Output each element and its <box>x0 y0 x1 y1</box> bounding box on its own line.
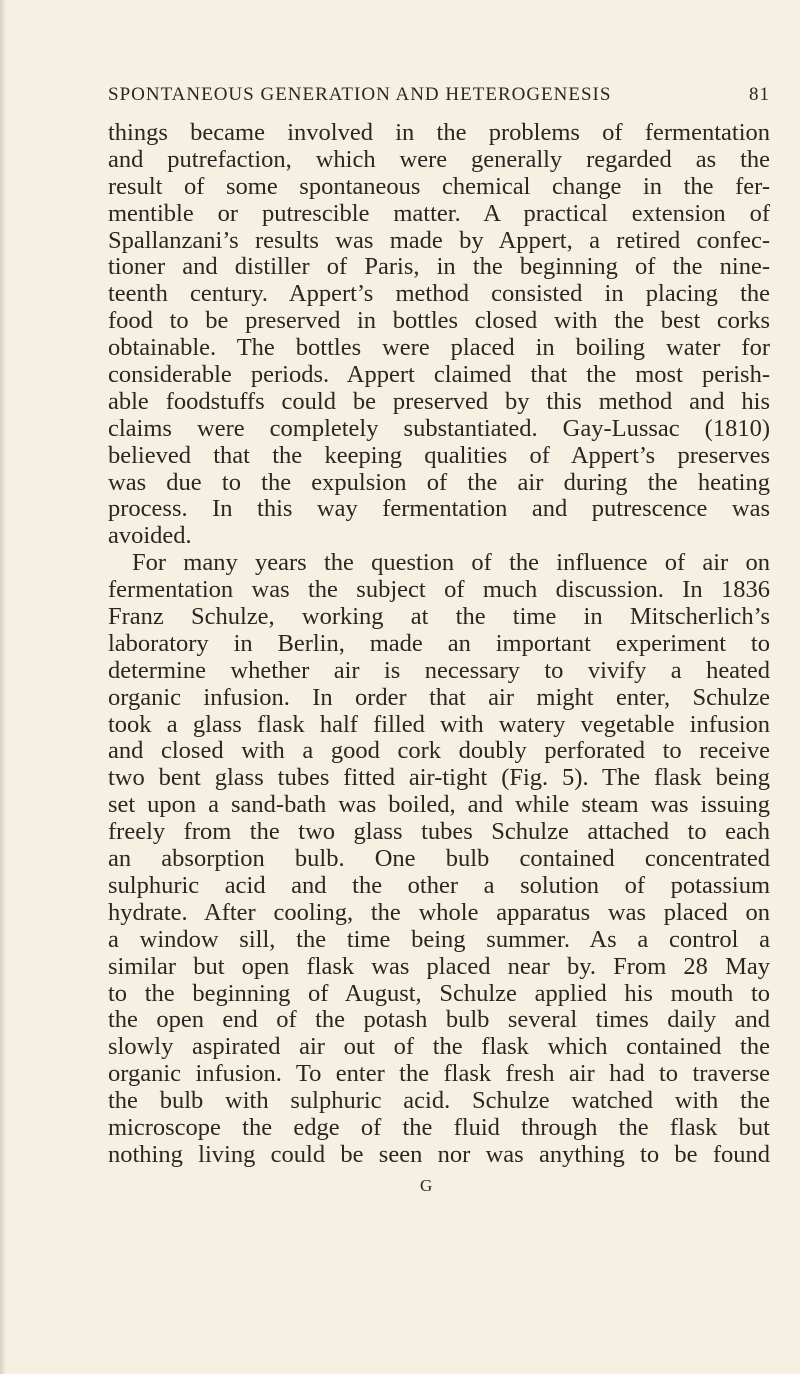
text-line: mentible or putrescible matter. A practical extension of <box>108 199 770 227</box>
signature-mark: G <box>420 1176 433 1195</box>
text-line: to the beginning of August, Schulze applied his mouth to <box>108 979 770 1007</box>
text-line: avoided. <box>108 522 192 550</box>
text-line: similar but open flask was placed near by. From 28 May <box>108 952 770 980</box>
text-line: process. In this way fermentation and putrescence was <box>108 495 770 523</box>
text-line: tioner and distiller of Paris, in the beginning of the nine- <box>108 253 770 281</box>
text-line: two bent glass tubes fitted air-tight (Fig. 5). The flask being <box>108 764 770 792</box>
text-line: sulphuric acid and the other a solution of potassium <box>108 871 770 899</box>
page-number: 81 <box>749 84 770 105</box>
text-line: Franz Schulze, working at the time in Mitscherlich’s <box>108 603 770 631</box>
text-line: considerable periods. Appert claimed that the most perish- <box>108 361 770 389</box>
text-line: believed that the keeping qualities of Appert’s preserves <box>108 441 770 469</box>
text-line: nothing living could be seen nor was anything to be found <box>108 1140 770 1168</box>
text-line: things became involved in the problems of fermentation <box>108 119 770 146</box>
text-line: was due to the expulsion of the air during the heating <box>108 468 770 496</box>
text-line: and closed with a good cork doubly perforated to receive <box>108 737 770 765</box>
text-line: obtainable. The bottles were placed in boiling water for <box>108 334 770 362</box>
text-line: an absorption bulb. One bulb contained concentrated <box>108 845 770 873</box>
text-line: Spallanzani’s results was made by Appert, a retired confec- <box>108 226 770 254</box>
text-line: and putrefaction, which were generally regarded as the <box>108 145 770 173</box>
text-line: food to be preserved in bottles closed with the best corks <box>108 307 770 335</box>
text-line: laboratory in Berlin, made an important experiment to <box>108 629 770 657</box>
text-line: organic infusion. In order that air might enter, Schulze <box>108 683 770 711</box>
text-line: set upon a sand-bath was boiled, and while steam was issuing <box>108 791 770 819</box>
body-text <box>108 120 770 1169</box>
text-line: took a glass flask half filled with watery vegetable infusion <box>108 710 770 738</box>
text-line: hydrate. After cooling, the whole apparatus was placed on <box>108 898 770 926</box>
text-line: determine whether air is necessary to vivify a heated <box>108 656 770 684</box>
text-line: able foodstuffs could be preserved by this method and his <box>108 387 770 415</box>
text-line: For many years the question of the influence of air on <box>132 549 770 577</box>
text-line: microscope the edge of the fluid through the flask but <box>108 1113 770 1141</box>
text-line: claims were completely substantiated. Gay-Lussac (1810) <box>108 414 770 442</box>
text-line: slowly aspirated air out of the flask which contained the <box>108 1033 770 1061</box>
text-line: organic infusion. To enter the flask fresh air had to traverse <box>108 1060 770 1088</box>
page-edge-shadow <box>0 0 6 1374</box>
text-line: a window sill, the time being summer. As a control a <box>108 925 770 953</box>
text-line: teenth century. Appert’s method consisted in placing the <box>108 280 770 308</box>
text-line: the open end of the potash bulb several times daily and <box>108 1006 770 1034</box>
text-line: result of some spontaneous chemical change in the fer- <box>108 172 770 200</box>
running-title: SPONTANEOUS GENERATION AND HETEROGENESIS <box>108 84 612 105</box>
text-line: freely from the two glass tubes Schulze attached to each <box>108 818 770 846</box>
text-line: the bulb with sulphuric acid. Schulze watched with the <box>108 1087 770 1115</box>
running-header <box>108 84 770 114</box>
text-line: fermentation was the subject of much discussion. In 1836 <box>108 576 770 604</box>
